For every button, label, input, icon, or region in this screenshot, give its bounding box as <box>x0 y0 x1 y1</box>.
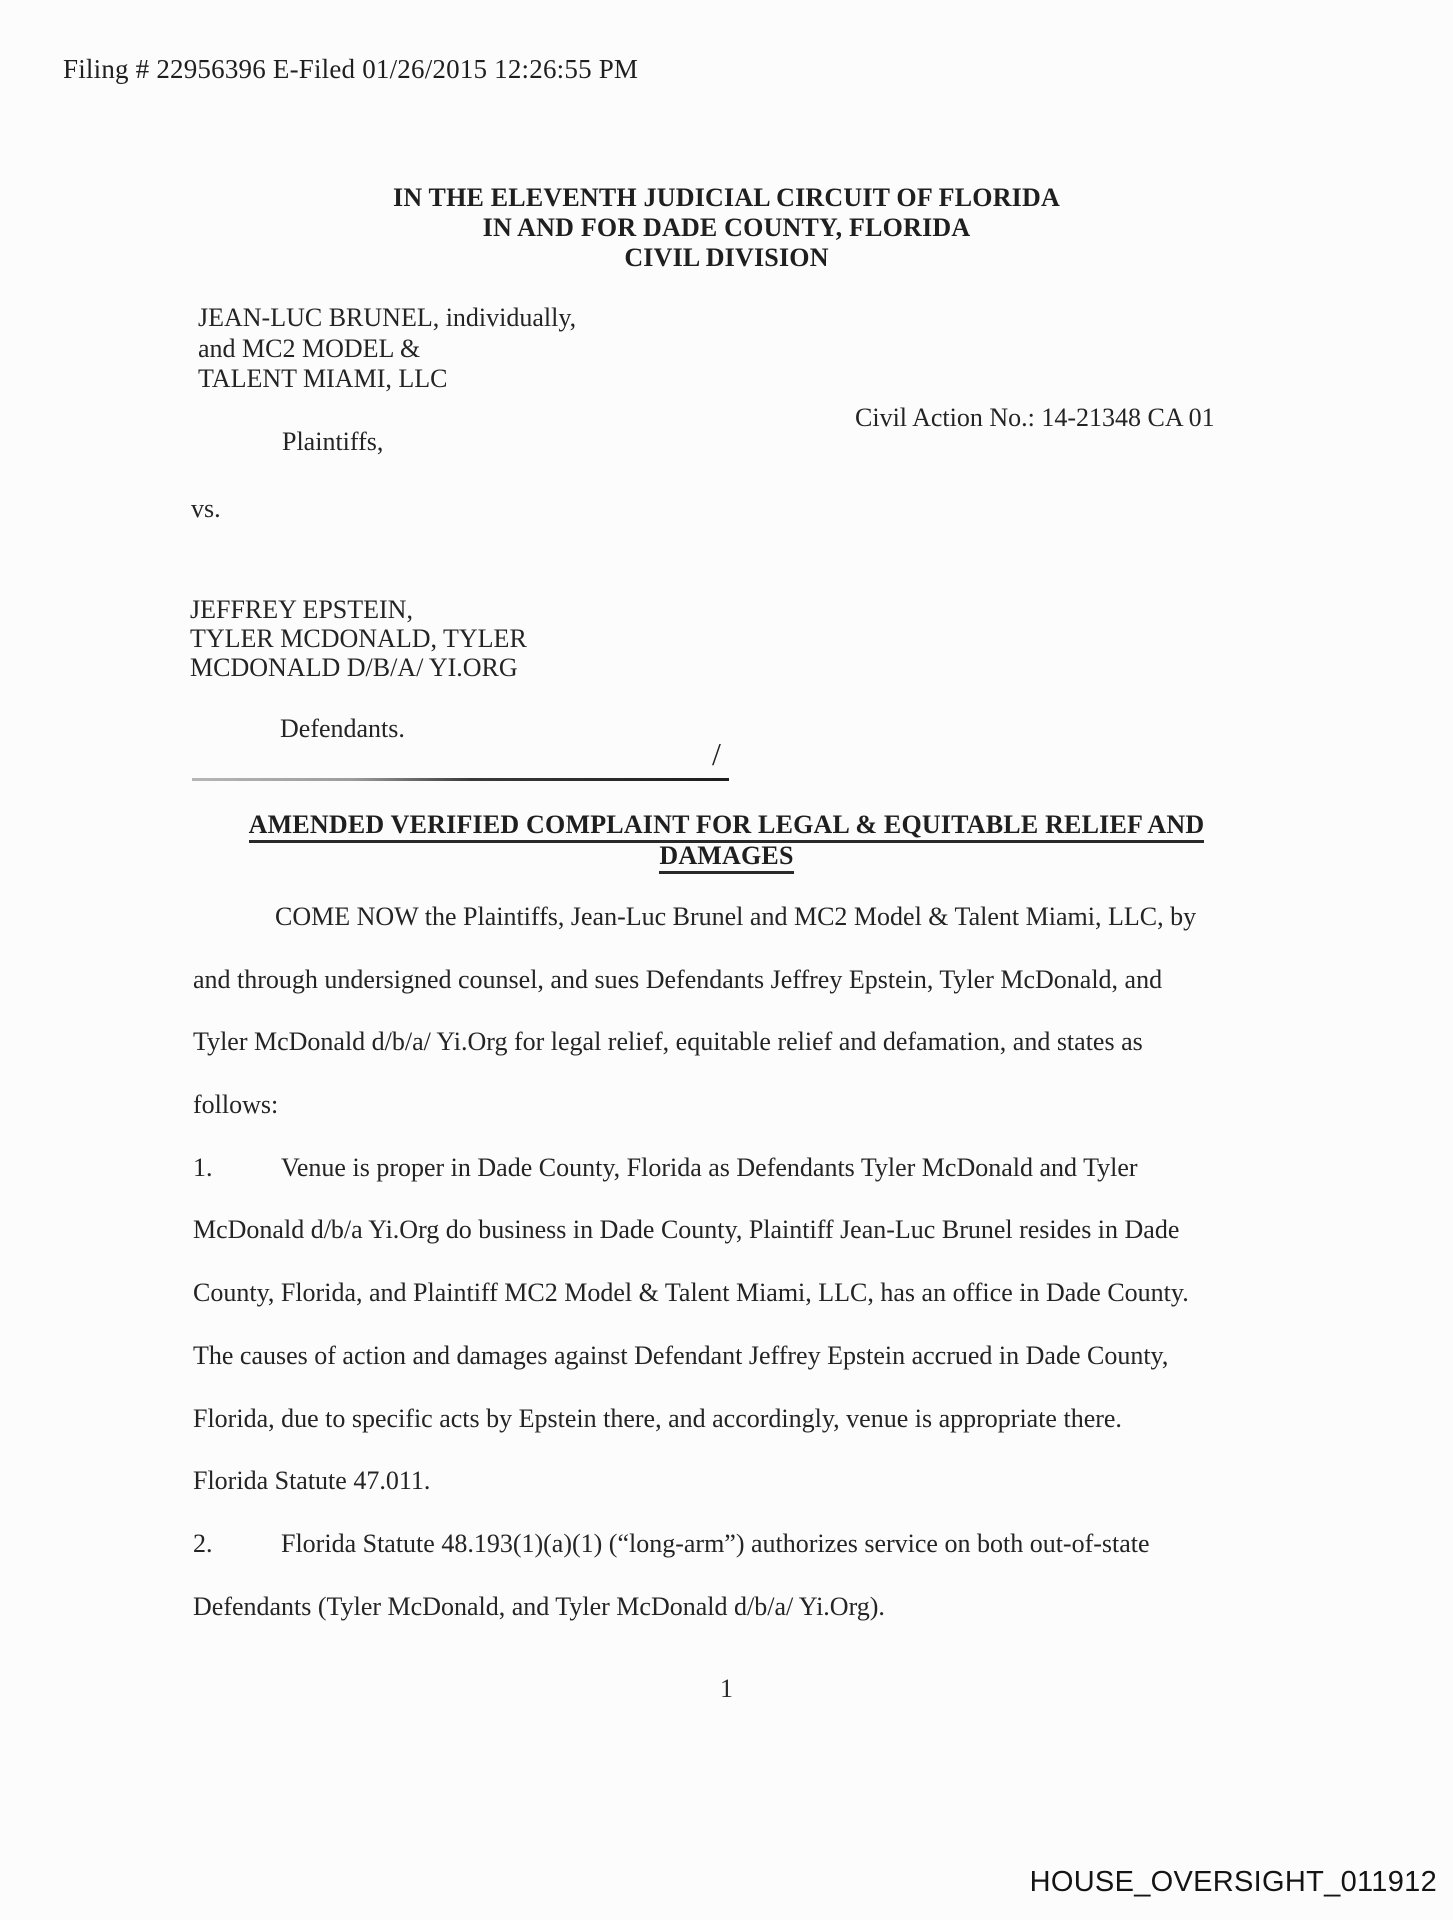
paragraph-text: COME NOW the Plaintiffs, Jean-Luc Brunel and MC2 Model & Talent Miami, LLC, by <box>275 902 1197 931</box>
defendant-names <box>190 595 527 682</box>
defendants-label: Defendants. <box>280 714 405 743</box>
plaintiff-name-line: and MC2 MODEL & <box>198 333 421 363</box>
body-line <box>193 902 1293 965</box>
civil-action-number: Civil Action No.: 14-21348 CA 01 <box>855 403 1215 432</box>
document-title-line2: DAMAGES <box>0 840 1453 871</box>
defendant-name-line: TYLER MCDONALD, TYLER <box>190 624 527 653</box>
court-heading-line3: CIVIL DIVISION <box>624 243 829 272</box>
paragraph-number: 1. <box>193 1152 213 1182</box>
court-heading-line1: IN THE ELEVENTH JUDICIAL CIRCUIT OF FLORIDA <box>393 183 1060 212</box>
plaintiffs-label: Plaintiffs, <box>282 427 384 456</box>
paragraph-text: Florida Statute 48.193(1)(a)(1) (“long-arm”) authorizes service on both out-of-state <box>281 1528 1150 1558</box>
plaintiff-names <box>198 303 576 395</box>
complaint-body <box>193 902 1293 1654</box>
versus-label: vs. <box>191 494 221 523</box>
document-title-line1: AMENDED VERIFIED COMPLAINT FOR LEGAL & EQUITABLE RELIEF AND <box>0 809 1453 840</box>
paragraph-text: Florida, due to specific acts by Epstein there, and accordingly, venue is appropriate there. <box>193 1403 1122 1433</box>
caption-rule <box>192 778 729 781</box>
paragraph-text: Defendants (Tyler McDonald, and Tyler McDonald d/b/a/ Yi.Org). <box>193 1591 885 1621</box>
body-line <box>193 1090 1293 1153</box>
court-heading <box>0 183 1453 273</box>
paragraph-text: and through undersigned counsel, and sues Defendants Jeffrey Epstein, Tyler McDonald, and <box>193 964 1163 994</box>
paragraph-text: Tyler McDonald d/b/a/ Yi.Org for legal relief, equitable relief and defamation, and states as <box>193 1027 1143 1057</box>
paragraph-text: McDonald d/b/a Yi.Org do business in Dade County, Plaintiff Jean-Luc Brunel resides in Dade <box>193 1215 1180 1245</box>
paragraph-text: County, Florida, and Plaintiff MC2 Model & Talent Miami, LLC, has an office in Dade County. <box>193 1278 1189 1308</box>
body-line <box>193 1466 1293 1529</box>
document-title <box>0 809 1453 871</box>
efiling-header: Filing # 22956396 E-Filed 01/26/2015 12:26:55 PM <box>63 54 639 84</box>
body-line <box>193 1215 1293 1278</box>
paragraph-text: Florida Statute 47.011. <box>193 1466 431 1496</box>
court-heading-line2: IN AND FOR DADE COUNTY, FLORIDA <box>482 213 971 242</box>
body-line <box>193 965 1293 1028</box>
plaintiff-name-line: JEAN-LUC BRUNEL, individually, <box>198 303 577 332</box>
plaintiff-name-line: TALENT MIAMI, LLC <box>198 364 448 393</box>
body-line <box>193 1529 1293 1592</box>
body-line <box>193 1592 1293 1655</box>
defendant-name-line: JEFFREY EPSTEIN, <box>190 595 413 624</box>
paragraph-text: Venue is proper in Dade County, Florida as Defendants Tyler McDonald and Tyler <box>281 1152 1138 1182</box>
page-number: 1 <box>720 1674 733 1703</box>
defendant-name-line: MCDONALD D/B/A/ YI.ORG <box>190 653 518 682</box>
body-line <box>193 1153 1293 1216</box>
caption-terminator-slash: / <box>712 736 721 772</box>
bates-stamp: HOUSE_OVERSIGHT_011912 <box>1029 1866 1437 1898</box>
body-line <box>193 1404 1293 1467</box>
body-line <box>193 1278 1293 1341</box>
paragraph-text: follows: <box>193 1090 279 1120</box>
paragraph-text: The causes of action and damages against Defendant Jeffrey Epstein accrued in Dade County, <box>193 1340 1169 1370</box>
paragraph-number: 2. <box>193 1528 213 1558</box>
body-line <box>193 1341 1293 1404</box>
body-line <box>193 1027 1293 1090</box>
